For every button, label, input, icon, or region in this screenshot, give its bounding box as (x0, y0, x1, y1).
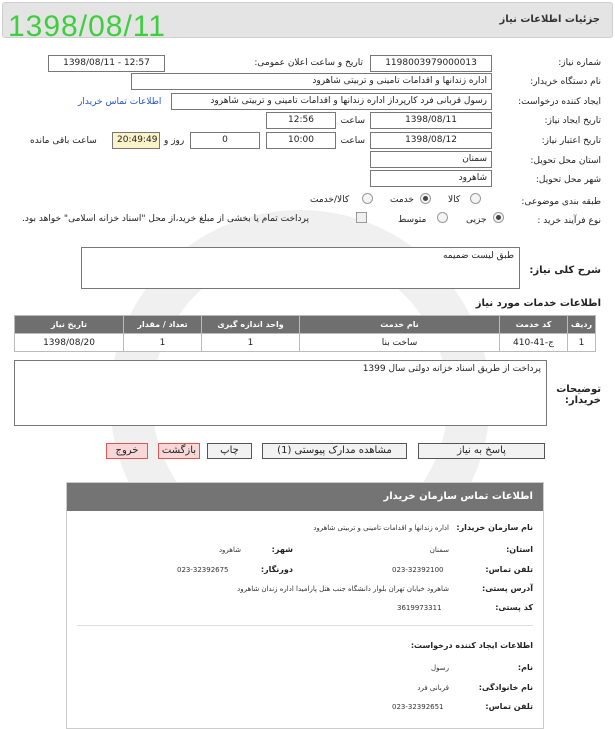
contact-panel (66, 482, 544, 729)
buyer-notes-label: توضیحات خریدار: (556, 384, 601, 406)
contact-title: اطلاعات تماس سازمان خریدار (383, 491, 533, 502)
created-time-label: ساعت (340, 116, 365, 126)
validity-date-field: 1398/08/12 (370, 132, 492, 149)
contact-fax-label: دورنگار: (260, 565, 293, 574)
validity-time-label: ساعت (340, 136, 365, 146)
created-date-label: تاریخ ایجاد نیاز: (544, 116, 601, 126)
province-field: سمنان (370, 151, 492, 168)
creator-name: رسول (431, 664, 449, 672)
cell-date: 1398/08/20 (15, 334, 124, 352)
category-radio-goods[interactable] (470, 193, 481, 204)
city-field: شاهرود (370, 170, 492, 187)
contact-province: سمنان (429, 546, 449, 554)
services-table (14, 315, 596, 352)
payment-checkbox[interactable] (356, 212, 367, 223)
category-radio-service[interactable] (420, 193, 431, 204)
category-option-service: خدمت (390, 195, 414, 205)
process-radio-medium[interactable] (437, 212, 448, 223)
contact-phone: 023-32392100 (392, 566, 444, 574)
remaining-label: ساعت باقی مانده (30, 136, 97, 146)
validity-label: تاریخ اعتبار نیاز: (541, 136, 601, 146)
days-label: روز و (164, 136, 185, 146)
services-header-row (15, 316, 596, 334)
creator-family-label: نام خانوادگی: (478, 683, 533, 692)
contact-divider (77, 625, 533, 626)
reply-button[interactable]: پاسخ به نیاز (418, 443, 545, 459)
page-title: جزئیات اطلاعات نیاز (499, 14, 600, 25)
date-overlay: 1398/08/11 (8, 10, 166, 43)
contact-province-label: استان: (506, 545, 533, 554)
creator-family: قربانی فرد (417, 684, 449, 692)
requester-label: ایجاد کننده درخواست: (518, 97, 601, 107)
cell-qty: 1 (124, 334, 202, 352)
services-title: اطلاعات خدمات مورد نیاز (475, 298, 601, 309)
announce-label: تاریخ و ساعت اعلان عمومی: (254, 58, 363, 68)
process-label: نوع فرآیند خرید : (537, 216, 601, 226)
contact-phone-label: تلفن تماس: (485, 565, 533, 574)
payment-note: پرداخت تمام یا بخشی از مبلغ خرید،از محل "اسناد خزانه اسلامی" خواهد بود. (22, 214, 310, 224)
validity-time-field: 10:00 (266, 132, 336, 149)
process-radio-minor[interactable] (493, 212, 504, 223)
contact-postal: 3619973311 (397, 604, 442, 612)
requester-field: رسول قربانی فرد کارپرداز اداره زندانها و اقدامات تامینی و تربیتی شاهرود (171, 93, 492, 110)
back-button[interactable]: بازگشت (158, 443, 200, 459)
contact-fax: 023-32392675 (177, 566, 229, 574)
created-date-field: 1398/08/11 (370, 112, 492, 129)
category-option-goods: کالا (448, 195, 461, 205)
cell-row: 1 (568, 334, 596, 352)
need-number-field: 1198003979000013 (370, 55, 492, 72)
category-option-both: کالا/خدمت (310, 195, 350, 205)
col-row: ردیف (568, 316, 596, 334)
contact-address: شاهرود خیابان تهران بلوار دانشگاه جنب هتل پارامیدا اداره زندان شاهرود (237, 585, 449, 593)
contact-header (67, 483, 543, 511)
general-desc-label: شرح کلی نیاز: (529, 265, 601, 276)
buyer-org-label: نام دستگاه خریدار: (530, 77, 601, 87)
process-option-minor: جزیی (466, 215, 487, 225)
province-label: استان محل تحویل: (530, 156, 601, 166)
contact-postal-label: کد پستی: (495, 603, 533, 612)
creator-phone-label: تلفن تماس: (485, 702, 533, 711)
col-name: نام خدمت (300, 316, 500, 334)
contact-address-label: آدرس پستی: (482, 584, 533, 593)
general-desc-field: طبق لیست ضمیمه (81, 247, 520, 289)
remaining-time-field: 20:49:49 (112, 132, 160, 149)
attachments-button[interactable]: مشاهده مدارک پیوستی (1) (262, 443, 407, 459)
buyer-contact-link[interactable]: اطلاعات تماس خریدار (78, 97, 162, 107)
creator-title: اطلاعات ایجاد کننده درخواست: (410, 641, 533, 650)
cell-name: ساخت بنا (300, 334, 500, 352)
print-button[interactable]: چاپ (207, 443, 252, 459)
contact-city: شاهرود (218, 546, 241, 554)
buyer-org-field: اداره زندانها و اقدامات تامینی و تربیتی شاهرود (131, 73, 492, 90)
category-label: طبقه بندی موضوعی: (521, 197, 601, 207)
creator-name-label: نام: (517, 663, 533, 672)
exit-button[interactable]: خروج (106, 443, 148, 459)
col-date: تاریخ نیاز (15, 316, 124, 334)
col-qty: تعداد / مقدار (124, 316, 202, 334)
days-field: 0 (190, 132, 260, 149)
announce-field: 1398/08/11 - 12:57 (48, 55, 165, 72)
cell-code: ج-41-410 (500, 334, 568, 352)
need-number-label: شماره نیاز: (558, 58, 601, 68)
table-row (15, 334, 596, 352)
contact-city-label: شهر: (271, 545, 293, 554)
col-unit: واحد اندازه گیری (202, 316, 300, 334)
col-code: کد خدمت (500, 316, 568, 334)
process-option-medium: متوسط (398, 215, 427, 225)
category-radio-both[interactable] (362, 193, 373, 204)
city-label: شهر محل تحویل: (535, 175, 601, 185)
contact-org: اداره زندانها و اقدامات تامینی و تربیتی شاهرود (313, 524, 449, 532)
creator-phone: 023-32392651 (392, 703, 444, 711)
cell-unit: 1 (202, 334, 300, 352)
buyer-notes-field: پرداخت از طریق اسناد خزانه دولتی سال 1399 (14, 360, 547, 426)
created-time-field: 12:56 (266, 112, 336, 129)
contact-org-label: نام سازمان خریدار: (456, 523, 533, 532)
